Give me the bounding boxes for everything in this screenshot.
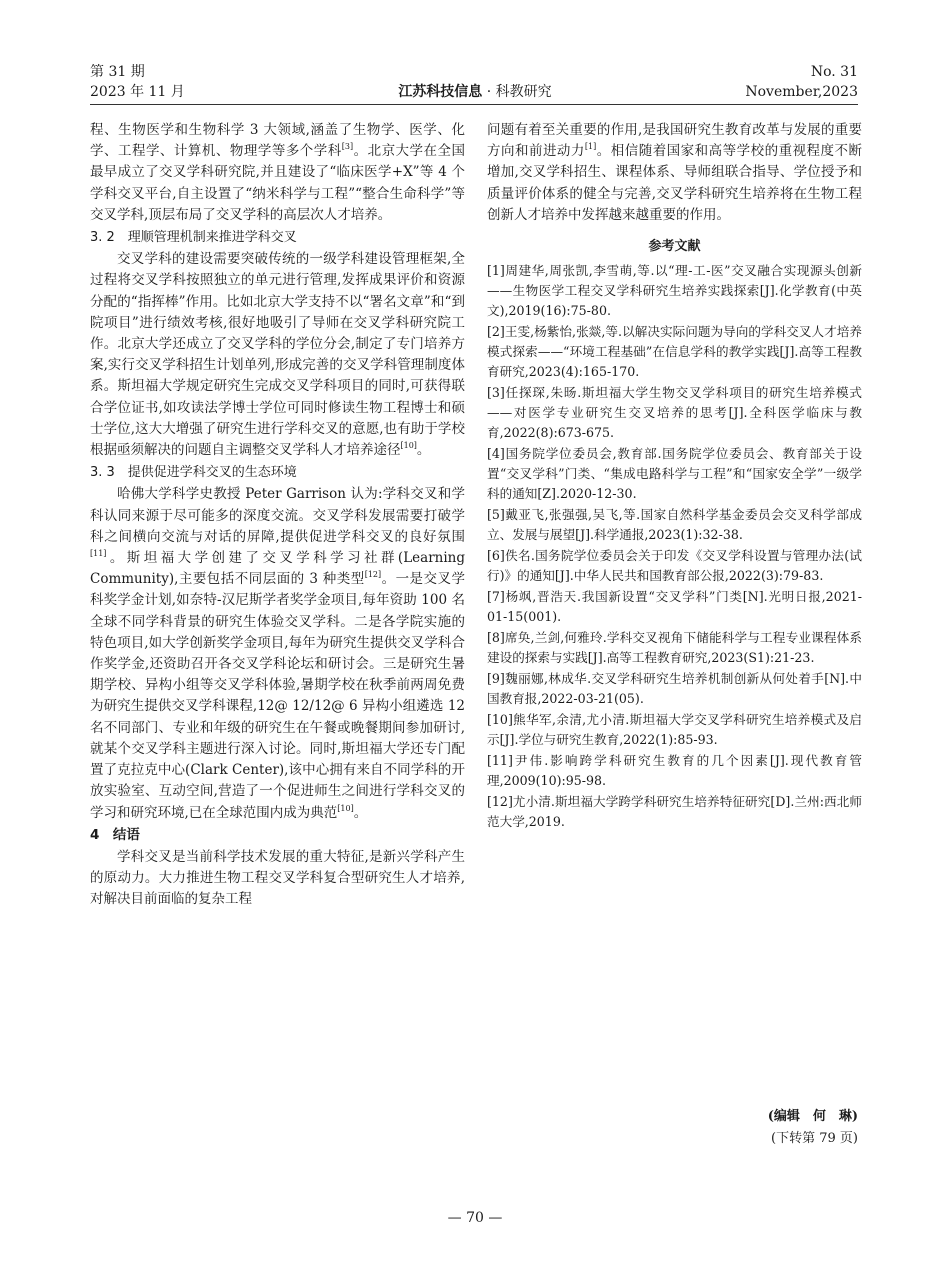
reference-item: [6]佚名.国务院学位委员会关于印发《交叉学科设置与管理办法(试行)》的通知[J].中华人民共和国教育部公报,2022(3):79-83. — [487, 548, 862, 584]
reference-item: [1]周建华,周张凯,李雪萌,等.以“理-工-医”交叉融合实现源头创新——生物医学工程交叉学科研究生培养实践探索[J].化学教育(中英文),2019(16):75-80. — [487, 263, 862, 319]
reference-item: [11]尹伟.影响跨学科研究生教育的几个因素[J].现代教育管理,2009(10):95-98. — [487, 753, 862, 789]
reference-item: [12]尤小清.斯坦福大学跨学科研究生培养特征研究[D].兰州:西北师范大学,2019. — [487, 794, 862, 830]
reference-item: [2]王雯,杨紫怡,张燚,等.以解决实际问题为导向的学科交叉人才培养模式探索——“环境工程基础”在信息学科的教学实践[J].高等工程教育研究,2023(4):165-170. — [487, 324, 862, 380]
references-heading: 参考文献 — [648, 239, 701, 255]
section-heading-3-2: 3. 2 理顺管理机制来推进学科交叉 — [90, 230, 297, 246]
paragraph-conclusion-cont: 问题有着至关重要的作用,是我国研究生教育改革与发展的重要方向和前进动力[1]。相信随着国家和高等学校的重视程度不断增加,交叉学科招生、课程体系、导师组联合指导、学位授予和质量评价体系的健全与完善,交叉学科研究生培养将在生物工程创新人才培养中发挥越来越重要的作用。 — [487, 122, 863, 223]
section-heading-3-3: 3. 3 提供促进学科交叉的生态环境 — [90, 465, 297, 481]
reference-item: [8]席奂,兰剑,何雅玲.学科交叉视角下储能科学与工程专业课程体系建设的探索与实践[J].高等工程教育研究,2023(S1):21-23. — [487, 630, 862, 666]
citation: [1] — [584, 142, 597, 152]
header-right — [745, 62, 858, 102]
reference-item: [10]熊华军,余清,尤小清.斯坦福大学交叉学科研究生培养模式及启示[J].学位与研究生教育,2022(1):85-93. — [487, 712, 862, 748]
paragraph-conclusion: 学科交叉是当前科学技术发展的重大特征,是新兴学科产生的原动力。大力推进生物工程交叉学科复合型研究生人才培养,对解决目前面临的复杂工程 — [90, 848, 465, 908]
citation: [3] — [341, 142, 354, 152]
journal-title: 江苏科技信息 — [398, 84, 483, 100]
journal-section: · 科教研究 — [486, 84, 552, 100]
right-column — [487, 120, 862, 833]
reference-item: [9]魏丽娜,林成华.交叉学科研究生培养机制创新从何处着手[N].中国教育报,2022-03-21(05). — [487, 671, 862, 707]
issue-number-cn: 第 31 期 — [90, 64, 145, 80]
page-number: — 70 — — [447, 1210, 503, 1226]
citation: [10] — [400, 441, 417, 451]
header-rule — [90, 104, 858, 105]
reference-item: [4]国务院学位委员会,教育部.国务院学位委员会、教育部关于设置“交叉学科”门类、“集成电路科学与工程”和“国家安全学”一级学科的通知[Z].2020-12-30. — [487, 446, 862, 502]
references-list — [487, 261, 862, 832]
paragraph-intro: 程、生物医学和生物科学 3 大领域,涵盖了生物学、医学、化学、工程学、计算机、物理学等多个学科[3]。北京大学在全国最早成立了交叉学科研究院,并且建设了“临床医学+X”等 4 个学科交叉平台,自主设置了“纳米科学与工程”“整合生命科学”等交叉学科,顶层布局了交叉学科的高层次人才培养。 — [90, 122, 466, 223]
issue-date-cn: 2023 年 11 月 — [90, 84, 185, 100]
citation: [10] — [337, 803, 354, 813]
issue-number-en: No. 31 — [810, 64, 858, 80]
reference-item: [3]任探琛,朱旸.斯坦福大学生物交叉学科项目的研究生培养模式——对医学专业研究生交叉培养的思考[J].全科医学临床与教育,2022(8):673-675. — [487, 385, 862, 441]
citation: [11] — [90, 549, 107, 559]
reference-item: [5]戴亚飞,张强强,吴飞,等.国家自然科学基金委员会交叉科学部成立、发展与展望[J].科学通报,2023(1):32-38. — [487, 507, 862, 543]
continued-note: (下转第 79 页) — [771, 1131, 858, 1146]
paragraph-3-2: 交叉学科的建设需要突破传统的一级学科建设管理框架,全过程将交叉学科按照独立的单元进行管理,发挥成果评价和资源分配的“指挥棒”作用。比如北京大学支持不以“署名文章”和“到院项目”进行绩效考核,很好地吸引了导师在交叉学科研究院工作。北京大学还成立了交叉学科的学位分会,制定了专门培养方案,实行交叉学科招生计划单列,形成完善的交叉学科管理制度体系。斯坦福大学规定研究生完成交叉学科项目的同时,可获得联合学位证书,如攻读法学博士学位可同时修读生物工程博士和硕士学位,这大大增强了研究生进行学科交叉的意愿,也有助于学校根据亟须解决的问题自主调整交叉学科人才培养途径[10]。 — [90, 251, 465, 459]
editor-label: (编辑 何 琳) — [767, 1109, 858, 1124]
editor-note — [768, 1106, 858, 1150]
paragraph-3-3: 哈佛大学科学史教授 Peter Garrison 认为:学科交叉和学科认同来源于尽可能多的深度交流。交叉学科发展需要打破学科之间横向交流与对话的屏障,提供促进学科交叉的良好氛围[11]。斯坦福大学创建了交叉学科学习社群(Learning Community),主要包括不同层面的 3 种类型[12]。一是交叉学科奖学金计划,如奈特-汉尼斯学者奖学金项目,每年资助 100 名全球不同学科背景的研究生体验交叉学科。二是各学院实施的特色项目,如大学创新奖学金项目,每年为研究生提供交叉学科合作奖学金,还资助召开各交叉学科论坛和研讨会。三是研究生暑期学校、异构小组等交叉学科体验,暑期学校在秋季前两周免费为研究生提供交叉学科课程,12@ 12/12@ 6 异构小组遴选 12 名不同部门、专业和年级的研究生在午餐或晚餐期间参加研讨,就某个交叉学科主题进行深入讨论。同时,斯坦福大学还专门配置了克拉克中心(Clark Center),该中心拥有来自不同学科的开放实验室、互动空间,营造了一个促进师生之间进行学科交叉的学习和研究环境,已在全球范围内成为典范[10]。 — [90, 486, 465, 821]
citation: [12] — [364, 570, 382, 580]
left-column — [90, 120, 465, 911]
section-heading-4: 4 结语 — [90, 826, 140, 843]
reference-item: [7]杨飒,晋浩天.我国新设置“交叉学科”门类[N].光明日报,2021-01-15(001). — [487, 589, 862, 625]
issue-date-en: November,2023 — [745, 84, 858, 100]
